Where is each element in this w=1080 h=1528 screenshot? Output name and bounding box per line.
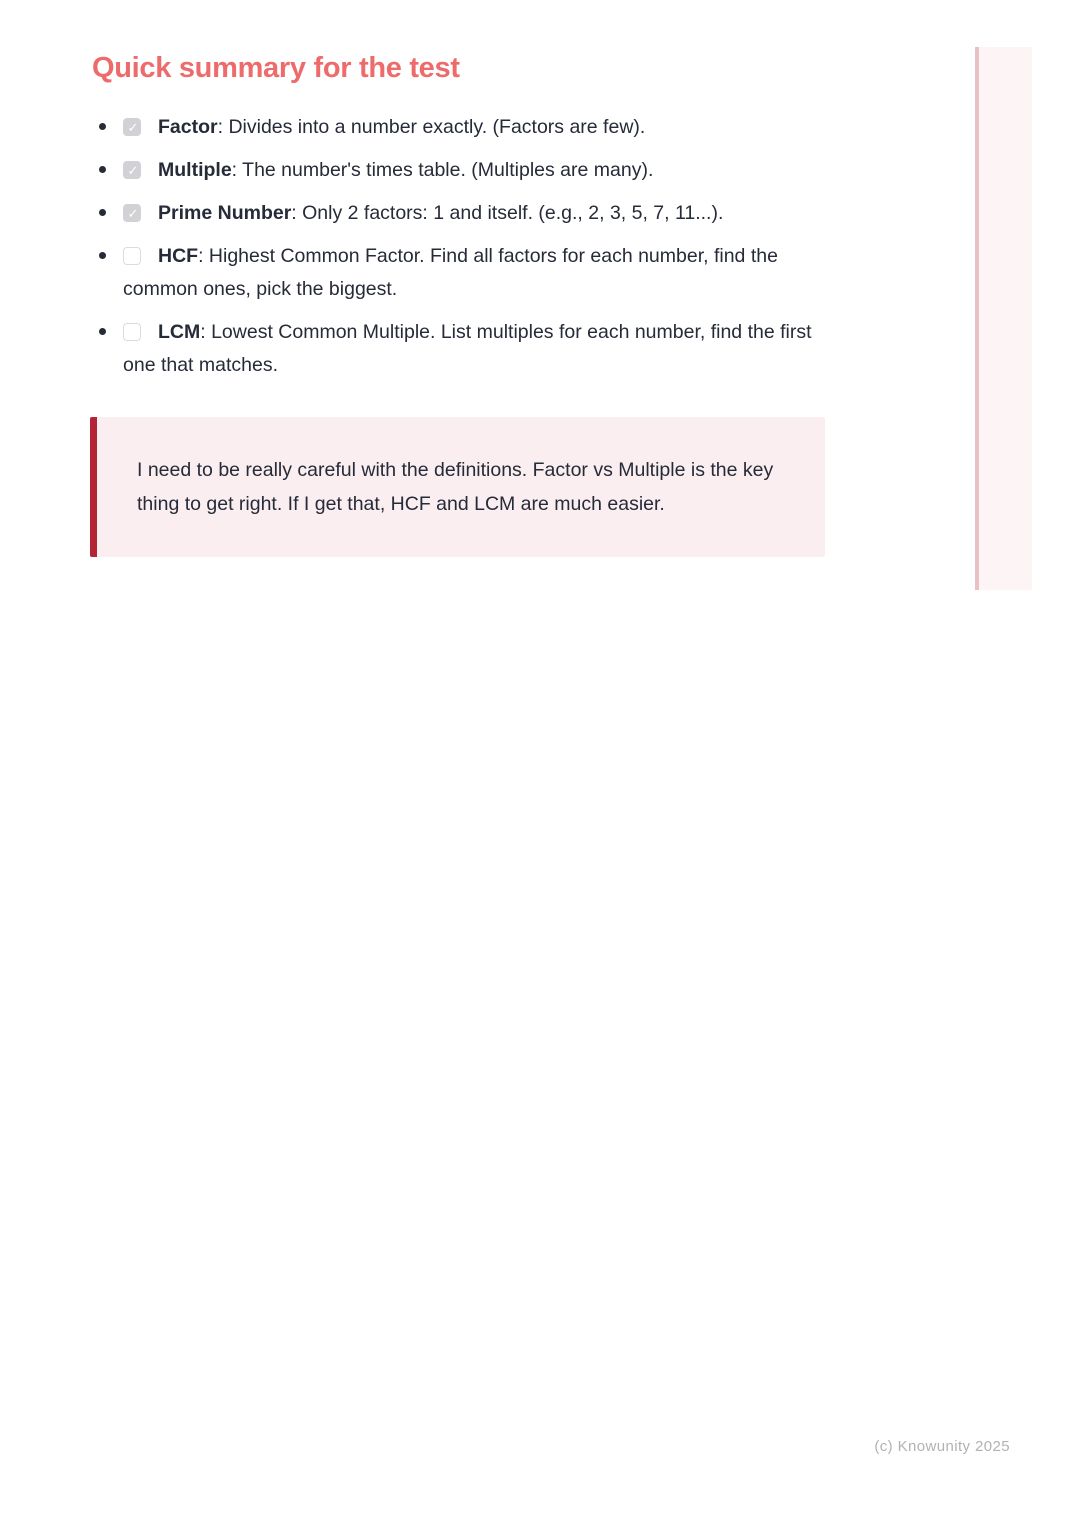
term-label: LCM [158,321,201,343]
note-callout-text: I need to be really careful with the definitions. Factor vs Multiple is the key thing to get right. If I get that, HCF and LCM are much easier. [137,459,774,515]
checkbox-prime-number[interactable] [123,204,141,222]
checklist-item-multiple [123,154,833,187]
side-page-strip [975,47,1032,590]
document-body [0,0,975,557]
term-description: : Divides into a number exactly. (Factors are few). [217,116,646,138]
checkbox-hcf[interactable] [123,247,141,265]
checkbox-lcm[interactable] [123,323,141,341]
note-callout [90,417,825,557]
checkbox-multiple[interactable] [123,161,141,179]
checklist-item-prime-number [123,197,833,230]
checklist-item-lcm [123,316,833,382]
term-description: : Lowest Common Multiple. List multiples for each number, find the first one that matches. [123,321,812,376]
copyright-footer: (c) Knowunity 2025 [874,1438,1010,1455]
bullet-dot [99,252,106,259]
term-description: : Highest Common Factor. Find all factors for each number, find the common ones, pick the biggest. [123,245,778,300]
term-label: HCF [158,245,199,267]
page-title: Quick summary for the test [92,52,460,84]
term-label: Factor [158,116,218,138]
bullet-dot [99,328,106,335]
checklist-item-hcf [123,240,833,306]
checklist-item-factor [123,111,833,144]
term-description: : The number's times table. (Multiples are many). [231,159,654,181]
term-label: Prime Number [158,202,292,224]
checkbox-factor[interactable] [123,118,141,136]
term-label: Multiple [158,159,232,181]
bullet-dot [99,166,106,173]
summary-checklist [92,111,975,382]
bullet-dot [99,209,106,216]
bullet-dot [99,123,106,130]
term-description: : Only 2 factors: 1 and itself. (e.g., 2, 3, 5, 7, 11...). [291,202,724,224]
